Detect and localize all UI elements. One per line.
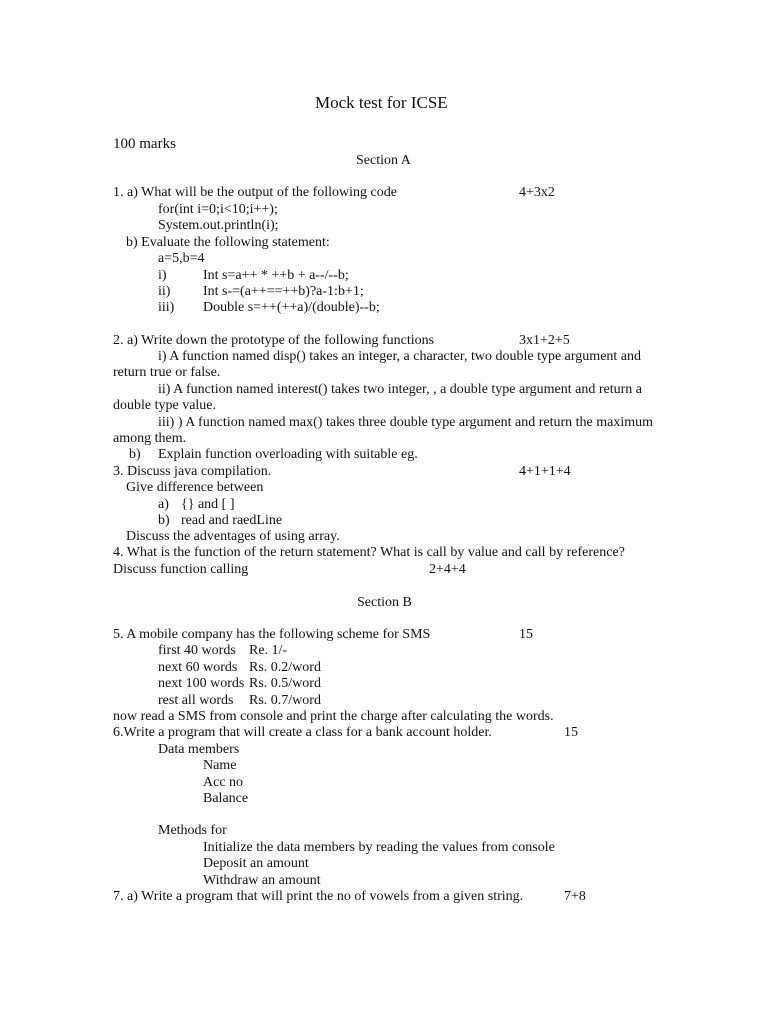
question-text: iii) ) A function named max() takes three double type argument and return the maximum xyxy=(158,415,654,430)
item-number: b) xyxy=(129,447,141,462)
question-5-marks: 15 xyxy=(519,627,533,642)
question-text: {} and [ ] xyxy=(181,497,235,512)
list-item: Initialize the data members by reading the values from console xyxy=(203,840,555,855)
given-values: a=5,b=4 xyxy=(158,251,205,266)
item-number: i) xyxy=(158,268,167,283)
question-2b: Explain function overloading with suitable eg. xyxy=(158,447,418,462)
rate-value: Rs. 0.2/word xyxy=(249,660,321,675)
statement: Int s-=(a++==++b)?a-1:b+1; xyxy=(203,284,364,299)
list-item: Withdraw an amount xyxy=(203,873,321,888)
rate-label: next 60 words xyxy=(158,660,238,675)
rate-label: first 40 words xyxy=(158,643,236,658)
section-a-heading: Section A xyxy=(356,153,411,168)
question-1b: b) Evaluate the following statement: xyxy=(126,235,330,250)
question-text: now read a SMS from console and print the charge after calculating the words. xyxy=(113,709,554,724)
item-number: iii) xyxy=(158,300,175,315)
page-title: Mock test for ICSE xyxy=(315,93,448,112)
question-2-marks: 3x1+2+5 xyxy=(519,333,570,348)
question-3: 3. Discuss java compilation. xyxy=(113,464,272,479)
question-text: among them. xyxy=(113,431,187,446)
list-item: Deposit an amount xyxy=(203,856,309,871)
rate-value: Rs. 0.5/word xyxy=(249,676,321,691)
total-marks: 100 marks xyxy=(113,136,176,152)
question-7-marks: 7+8 xyxy=(564,889,586,904)
rate-label: rest all words xyxy=(158,693,234,708)
question-6: 6.Write a program that will create a class for a bank account holder. xyxy=(113,725,492,740)
question-text: Discuss function calling xyxy=(113,562,249,577)
rate-value: Rs. 0.7/word xyxy=(249,693,321,708)
rate-value: Re. 1/- xyxy=(249,643,288,658)
item-number: b) xyxy=(158,513,170,528)
question-5: 5. A mobile company has the following scheme for SMS xyxy=(113,627,431,642)
question-7: 7. a) Write a program that will print the no of vowels from a given string. xyxy=(113,889,524,904)
statement: Int s=a++ * ++b + a--/--b; xyxy=(203,268,349,283)
statement: Double s=++(++a)/(double)--b; xyxy=(203,300,380,315)
subheading: Data members xyxy=(158,742,240,757)
question-text: Give difference between xyxy=(126,480,264,495)
code-line: for(int i=0;i<10;i++); xyxy=(158,202,278,217)
code-line: System.out.println(i); xyxy=(158,218,279,233)
question-6-marks: 15 xyxy=(564,725,578,740)
question-text: ii) A function named interest() takes two integer, , a double type argument and return a xyxy=(158,382,642,397)
list-item: Balance xyxy=(203,791,249,806)
list-item: Acc no xyxy=(203,775,244,790)
list-item: Name xyxy=(203,758,237,773)
question-text: return true or false. xyxy=(113,365,221,380)
item-number: a) xyxy=(158,497,169,512)
question-4: 4. What is the function of the return statement? What is call by value and call by reference? xyxy=(113,545,625,560)
section-b-heading: Section B xyxy=(357,595,412,610)
question-3-marks: 4+1+1+4 xyxy=(519,464,571,479)
rate-label: next 100 words xyxy=(158,676,245,691)
question-text: double type value. xyxy=(113,398,217,413)
question-text: i) A function named disp() takes an integer, a character, two double type argument and xyxy=(158,349,642,364)
question-4-marks: 2+4+4 xyxy=(429,562,466,577)
question-2a: 2. a) Write down the prototype of the following functions xyxy=(113,333,435,348)
subheading: Methods for xyxy=(158,823,227,838)
question-text: Discuss the adventages of using array. xyxy=(126,529,340,544)
question-text: read and raedLine xyxy=(181,513,283,528)
question-1a: 1. a) What will be the output of the following code xyxy=(113,185,397,200)
question-1-marks: 4+3x2 xyxy=(519,185,555,200)
item-number: ii) xyxy=(158,284,171,299)
